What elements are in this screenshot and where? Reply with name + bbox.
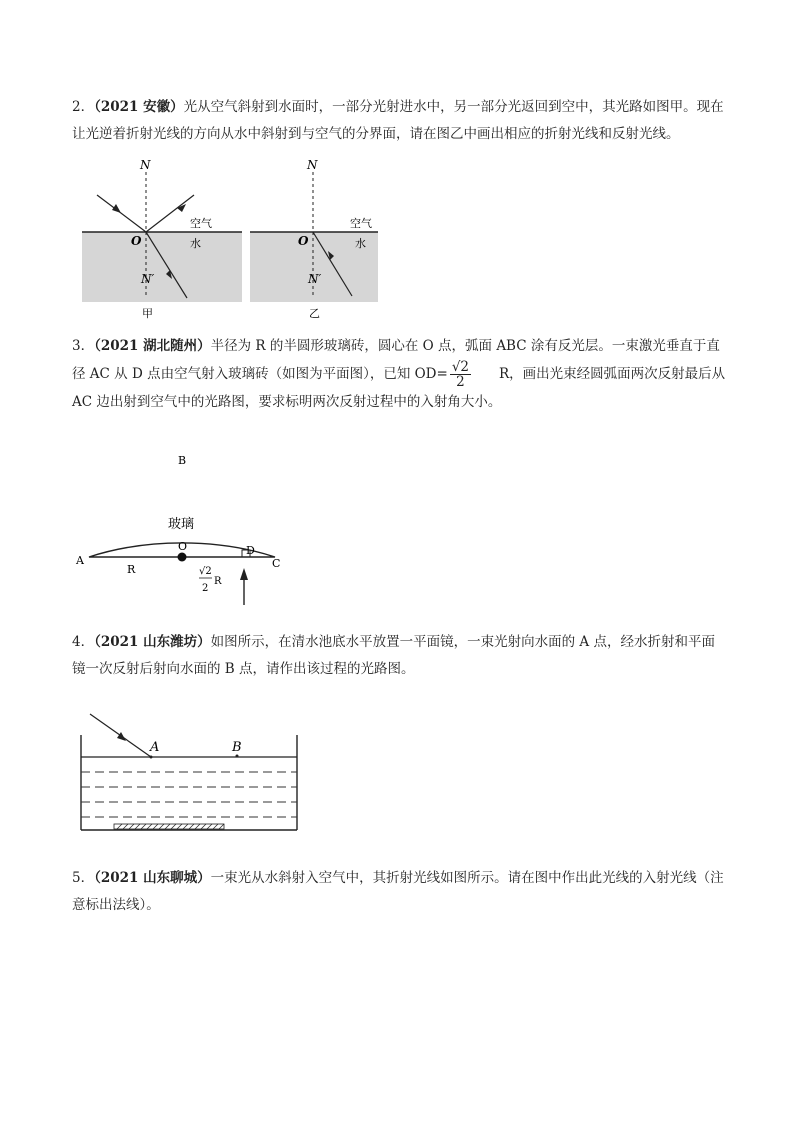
figure-pool-mirror [0,705,794,835]
figure-semicircle-glass [0,445,794,615]
fig-frac-numerator: √2 [199,566,212,577]
label-o: O [131,234,142,248]
question-number: 2． [72,99,95,115]
incident-ray [97,195,146,232]
label-c: C [272,557,281,570]
frac-numerator: √2 [451,359,470,375]
panel-jia [82,158,242,320]
label-r: R [127,563,136,576]
label-water: 水 [355,237,366,250]
question-text: 一束光从水斜射入空气中，其折射光线如图所示。请在图中作出此光线的入射光线（注意标出法线）。 [72,870,724,913]
label-n-prime: N′ [308,272,322,286]
question-number: 5． [72,870,95,886]
label-b: B [178,454,187,467]
label-glass: 玻璃 [168,517,195,532]
caption-jia: 甲 [142,307,153,320]
label-d: D [246,544,255,557]
label-n: N [140,158,151,172]
fig-frac-r: R [214,576,222,587]
label-air: 空气 [350,217,372,230]
question-source: （2021 安徽） [94,99,184,115]
center-point [178,553,187,562]
question-2 [72,94,727,148]
question-5 [72,865,727,919]
figure-refraction-jia-yi [0,150,794,350]
panel-yi [250,158,378,320]
question-3 [72,333,727,416]
question-source: （2021 山东聊城） [94,870,211,886]
reflected-ray [146,195,194,232]
question-source: （2021 湖北随州） [94,338,211,354]
frac-denominator: 2 [456,374,465,390]
label-a: A [76,554,84,567]
question-number: 4． [72,634,95,650]
od-fraction [450,360,471,389]
label-o: O [178,540,188,553]
label-o: O [298,234,309,248]
question-source: （2021 山东潍坊） [94,634,211,650]
label-b: B [232,740,242,755]
question-text-after: R，画出光束经圆弧面两次反射最后从 AC 边出射到空气中的光路图，要求标明两次反射过程中的入射角大小。 [72,366,726,410]
caption-yi: 乙 [309,307,320,320]
question-text: 光从空气斜射到水面时，一部分光射进水中，另一部分光返回到空中，其光路如图甲。现在让光逆着折射光线的方向从水中斜射到与空气的分界面，请在图乙中画出相应的折射光线和反射光线。 [72,99,724,142]
question-number: 3． [72,338,95,354]
label-n-prime: N′ [141,272,155,286]
label-air: 空气 [190,217,212,230]
question-text-before: 半径为 R 的半圆形玻璃砖，圆心在 O 点，弧面 ABC 涂有反光层。一束激光垂直于直径 AC 从 D 点由空气射入玻璃砖（如图为平面图），已知 OD= [72,338,720,382]
question-4 [72,629,727,683]
label-a: A [150,740,160,755]
question-text: 如图所示，在清水池底水平放置一平面镜，一束光射向水面的 A 点，经水折射和平面镜一次反射后射向水面的 B 点，请作出该过程的光路图。 [72,634,715,677]
fig-frac-denominator: 2 [202,583,209,594]
label-n: N [307,158,318,172]
label-water: 水 [190,237,201,250]
